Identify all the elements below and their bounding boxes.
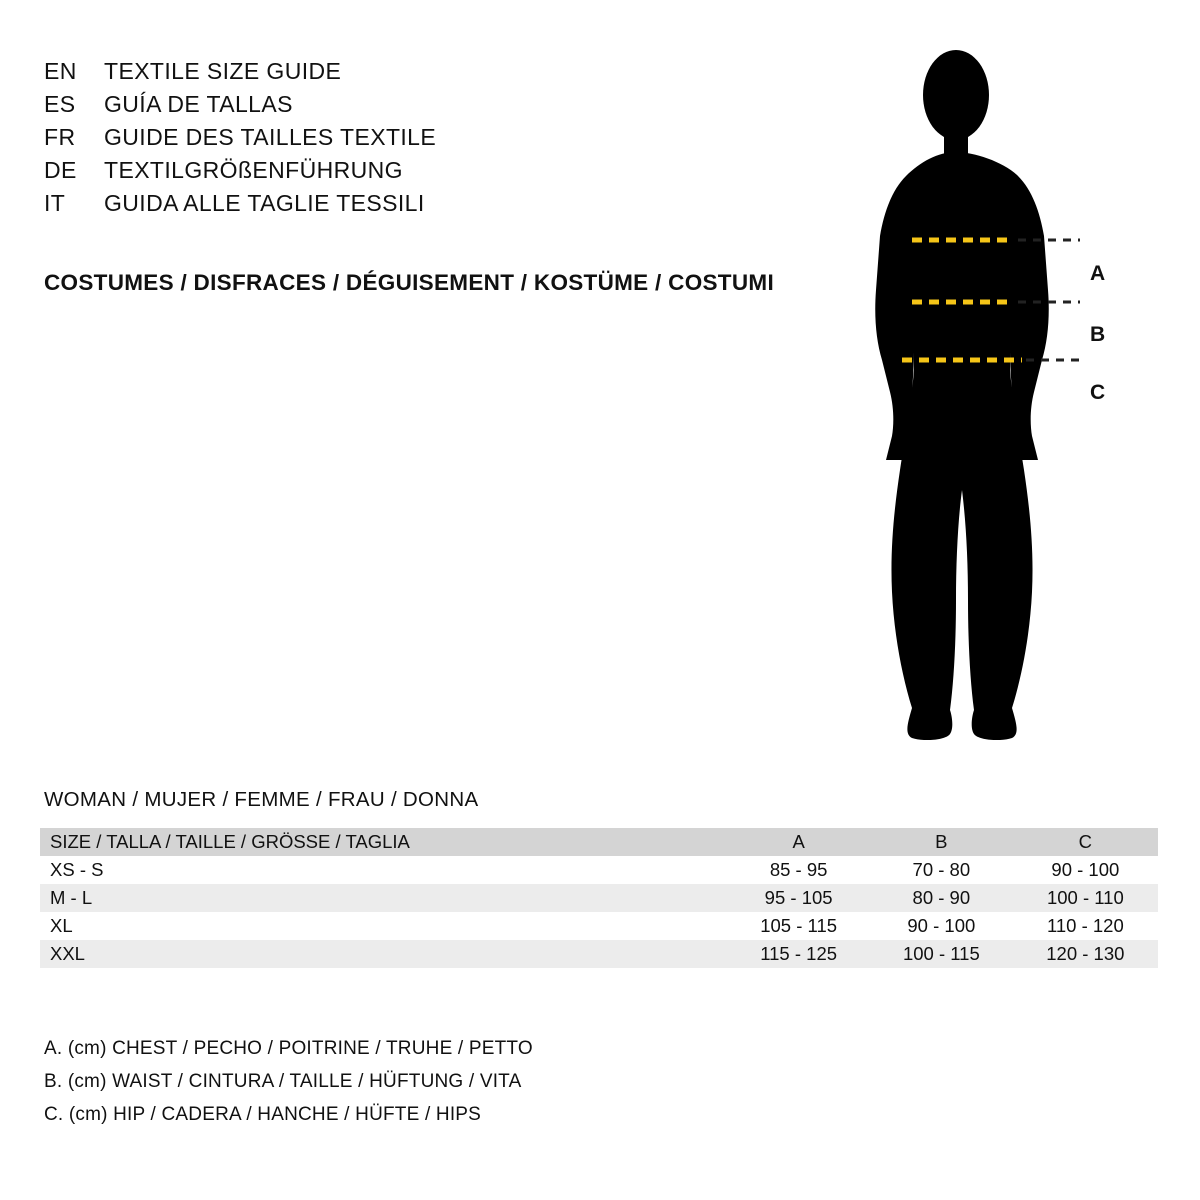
table-row xyxy=(40,912,1158,940)
table-header xyxy=(40,828,1158,856)
language-code-fr: FR xyxy=(44,124,76,150)
size-table xyxy=(40,828,1158,968)
table-cell-c: 110 - 120 xyxy=(1046,915,1124,936)
table-cell-a: 115 - 125 xyxy=(760,943,838,964)
table-cell-b: 100 - 115 xyxy=(902,943,980,964)
language-text-en: TEXTILE SIZE GUIDE xyxy=(104,58,342,84)
language-row-de xyxy=(44,157,864,190)
legend-row-a: A. (cm) CHEST / PECHO / POITRINE / TRUHE / PETTO xyxy=(44,1038,533,1059)
language-text-es: GUÍA DE TALLAS xyxy=(104,91,293,117)
language-text-fr: GUIDE DES TAILLES TEXTILE xyxy=(104,124,437,150)
table-title: WOMAN / MUJER / FEMME / FRAU / DONNA xyxy=(44,788,479,811)
table-body xyxy=(40,856,1158,968)
table-cell-a: 85 - 95 xyxy=(769,859,828,880)
table-cell-size: M - L xyxy=(50,887,93,908)
language-list xyxy=(44,58,864,223)
table-cell-a: 95 - 105 xyxy=(764,887,833,908)
measure-label-b: B xyxy=(1090,323,1106,346)
legend-row-c: C. (cm) HIP / CADERA / HANCHE / HÜFTE / HIPS xyxy=(44,1104,482,1125)
figure-diagram xyxy=(850,40,1170,740)
woman-silhouette-icon xyxy=(850,40,1170,740)
table-cell-size: XXL xyxy=(50,943,85,964)
language-row-fr xyxy=(44,124,864,157)
measure-label-a: A xyxy=(1090,262,1106,285)
table-header-a: A xyxy=(792,831,805,852)
table-cell-c: 120 - 130 xyxy=(1046,943,1125,964)
language-code-de: DE xyxy=(44,157,77,183)
legend-row-b: B. (cm) WAIST / CINTURA / TAILLE / HÜFTUNG / VITA xyxy=(44,1071,522,1092)
table-cell-b: 90 - 100 xyxy=(907,915,976,936)
table-row xyxy=(40,884,1158,912)
measure-label-c: C xyxy=(1090,381,1106,404)
language-row-it xyxy=(44,190,864,223)
language-text-de: TEXTILGRÖßENFÜHRUNG xyxy=(104,157,403,183)
costumes-subtitle: COSTUMES / DISFRACES / DÉGUISEMENT / KOSTÜME / COSTUMI xyxy=(44,270,774,295)
table-cell-c: 100 - 110 xyxy=(1046,887,1124,908)
table-row xyxy=(40,940,1158,968)
table-cell-size: XS - S xyxy=(50,859,104,880)
language-text-it: GUIDA ALLE TAGLIE TESSILI xyxy=(104,190,425,216)
language-code-en: EN xyxy=(44,58,77,84)
table-row xyxy=(40,856,1158,884)
table-header-c: C xyxy=(1078,831,1093,852)
table-cell-b: 70 - 80 xyxy=(912,859,971,880)
table-cell-a: 105 - 115 xyxy=(760,915,838,936)
table-cell-c: 90 - 100 xyxy=(1051,859,1120,880)
table-cell-size: XL xyxy=(50,915,73,936)
language-code-es: ES xyxy=(44,91,76,117)
table-header-size: SIZE / TALLA / TAILLE / GRÖSSE / TAGLIA xyxy=(50,831,410,852)
table-cell-b: 80 - 90 xyxy=(912,887,971,908)
measurement-legend xyxy=(44,1038,533,1137)
language-code-it: IT xyxy=(44,190,66,216)
language-row-en xyxy=(44,58,864,91)
table-header-row xyxy=(40,828,1158,856)
language-row-es xyxy=(44,91,864,124)
table-header-b: B xyxy=(935,831,948,852)
